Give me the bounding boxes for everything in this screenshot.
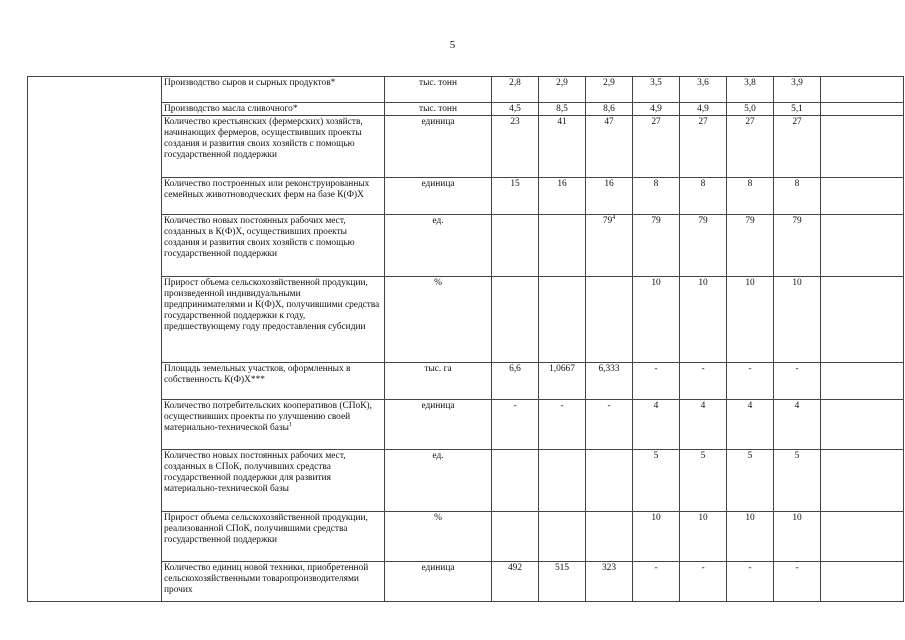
value-cell — [586, 512, 633, 562]
value-cell — [727, 103, 774, 116]
indicator-name: Площадь земельных участков, оформленных в собственность К(Ф)Х*** — [164, 364, 351, 385]
value-cell — [539, 77, 586, 103]
value-cell — [680, 512, 727, 562]
value-cell — [680, 400, 727, 450]
empty-notes-cell — [821, 363, 904, 400]
value-cell — [727, 363, 774, 400]
value-cell — [539, 116, 586, 178]
indicator-name-cell — [162, 178, 385, 215]
value-text: 8,6 — [603, 104, 615, 114]
empty-notes-cell — [821, 77, 904, 103]
value-cell — [633, 512, 680, 562]
value-text: 5 — [794, 451, 800, 461]
value-text: 492 — [507, 563, 523, 573]
value-cell — [774, 215, 821, 277]
indicator-name-cell — [162, 77, 385, 103]
indicator-name-cell — [162, 363, 385, 400]
value-text: - — [795, 364, 799, 374]
value-cell — [727, 116, 774, 178]
value-text: 5 — [653, 451, 659, 461]
value-cell — [539, 512, 586, 562]
indicator-name: Прирост объема сельскохозяйственной продукции, произведенной индивидуальными предпринимателями и К(Ф)Х, получившими средства государственной поддержки к году, предшествующему году предоставления субсидии — [164, 278, 380, 332]
indicator-name: Производство сыров и сырных продуктов* — [164, 78, 336, 88]
value-cell — [727, 215, 774, 277]
value-text: 4,9 — [650, 104, 662, 114]
unit-cell: % — [385, 512, 492, 562]
empty-notes-cell — [821, 562, 904, 602]
value-text: 79 — [602, 216, 613, 226]
value-cell — [774, 103, 821, 116]
value-text: 3,9 — [791, 78, 803, 88]
value-text: 10 — [792, 513, 802, 523]
value-cell — [727, 277, 774, 363]
value-text: 8,5 — [556, 104, 568, 114]
value-cell — [774, 400, 821, 450]
value-cell — [774, 77, 821, 103]
value-cell — [774, 363, 821, 400]
indicator-name: Количество единиц новой техники, приобретенной сельскохозяйственными товаропроизводителями прочих — [164, 563, 369, 595]
value-text: 27 — [745, 117, 755, 127]
value-text: 41 — [557, 117, 567, 127]
value-cell — [774, 116, 821, 178]
unit-cell: тыс. тонн — [385, 77, 492, 103]
value-text: 27 — [651, 117, 661, 127]
value-cell — [586, 450, 633, 512]
indicator-name-cell — [162, 400, 385, 450]
empty-notes-cell — [821, 116, 904, 178]
value-text: 5 — [700, 451, 706, 461]
value-cell — [774, 178, 821, 215]
empty-notes-cell — [821, 277, 904, 363]
value-cell — [774, 450, 821, 512]
value-cell — [633, 178, 680, 215]
value-cell — [727, 562, 774, 602]
unit-cell: тыс. га — [385, 363, 492, 400]
value-cell — [633, 116, 680, 178]
value-text: 10 — [698, 278, 708, 288]
value-cell — [633, 363, 680, 400]
value-text: 3,6 — [697, 78, 709, 88]
indicator-name-cell — [162, 562, 385, 602]
empty-notes-cell — [821, 215, 904, 277]
value-cell — [680, 116, 727, 178]
value-cell — [492, 178, 539, 215]
unit-cell: единица — [385, 562, 492, 602]
value-text: 5 — [747, 451, 753, 461]
empty-notes-cell — [821, 512, 904, 562]
value-text: 515 — [554, 563, 570, 573]
value-cell — [586, 116, 633, 178]
value-cell — [633, 400, 680, 450]
unit-cell: единица — [385, 400, 492, 450]
value-text: - — [560, 401, 564, 411]
value-text: 79 — [745, 216, 755, 226]
indicator-name: Производство масла сливочного* — [164, 104, 298, 114]
value-text: 8 — [747, 179, 753, 189]
value-text: - — [607, 401, 611, 411]
value-text: - — [513, 401, 517, 411]
empty-notes-cell — [821, 450, 904, 512]
indicator-name: Количество новых постоянных рабочих мест, созданных в СПоК, получивших средства государственной поддержки для развития материально-технической базы — [164, 451, 346, 494]
value-cell — [633, 215, 680, 277]
value-text: - — [748, 364, 752, 374]
unit-cell: ед. — [385, 450, 492, 512]
value-text: 2,8 — [509, 78, 521, 88]
merged-first-column-cell — [28, 77, 162, 602]
indicator-name-cell — [162, 512, 385, 562]
value-text: 6,6 — [509, 364, 521, 374]
value-cell — [774, 277, 821, 363]
indicator-name-cell — [162, 215, 385, 277]
value-cell — [633, 77, 680, 103]
value-cell — [492, 562, 539, 602]
value-cell — [539, 363, 586, 400]
indicator-name: Количество новых постоянных рабочих мест, созданных в К(Ф)Х, осуществивших проекты создания и развития своих хозяйств с помощью государственной поддержки — [164, 216, 355, 259]
unit-cell: ед. — [385, 215, 492, 277]
value-text: 79 — [698, 216, 708, 226]
value-cell — [680, 178, 727, 215]
unit-cell: единица — [385, 116, 492, 178]
value-cell — [633, 277, 680, 363]
value-cell — [727, 450, 774, 512]
value-cell — [539, 277, 586, 363]
value-cell — [586, 562, 633, 602]
value-text: 5,0 — [744, 104, 756, 114]
value-text: - — [701, 563, 705, 573]
value-text: 4,5 — [509, 104, 521, 114]
value-text: 4 — [700, 401, 706, 411]
value-text: - — [654, 563, 658, 573]
value-text: - — [795, 563, 799, 573]
indicator-name: Количество крестьянских (фермерских) хозяйств, начинающих фермеров, осуществивших проекты создания и развития своих хозяйств с помощью государственной поддержки — [164, 117, 363, 160]
value-cell — [586, 103, 633, 116]
value-text: 47 — [604, 117, 614, 127]
page-number: 5 — [449, 39, 456, 51]
footnote-marker: 1 — [288, 421, 292, 428]
value-cell — [539, 562, 586, 602]
value-cell — [680, 562, 727, 602]
value-cell — [633, 562, 680, 602]
value-text: 3,8 — [744, 78, 756, 88]
value-cell — [492, 103, 539, 116]
unit-cell: единица — [385, 178, 492, 215]
value-text: - — [654, 364, 658, 374]
value-cell — [586, 77, 633, 103]
indicators-table — [27, 76, 904, 602]
value-cell — [492, 363, 539, 400]
value-cell — [727, 512, 774, 562]
value-text: 10 — [745, 278, 755, 288]
unit-cell: тыс. тонн — [385, 103, 492, 116]
value-text: 8 — [653, 179, 659, 189]
value-text: 10 — [651, 278, 661, 288]
value-text: 1,0667 — [549, 364, 575, 374]
value-text: 15 — [510, 179, 520, 189]
indicator-name-cell — [162, 103, 385, 116]
value-text: 79 — [651, 216, 661, 226]
value-text: 3,5 — [650, 78, 662, 88]
value-text: 10 — [745, 513, 755, 523]
value-text: 2,9 — [556, 78, 568, 88]
value-cell — [586, 178, 633, 215]
value-text: - — [748, 563, 752, 573]
value-text: 23 — [510, 117, 520, 127]
value-text: 8 — [700, 179, 706, 189]
value-text: 4 — [653, 401, 659, 411]
value-text: 5,1 — [791, 104, 803, 114]
value-cell — [680, 77, 727, 103]
value-cell — [586, 215, 633, 277]
footnote-marker: 4 — [612, 214, 616, 221]
value-cell — [586, 400, 633, 450]
empty-notes-cell — [821, 103, 904, 116]
value-text: 4 — [747, 401, 753, 411]
value-text: 4,9 — [697, 104, 709, 114]
value-text: 10 — [651, 513, 661, 523]
value-cell — [492, 77, 539, 103]
value-cell — [586, 277, 633, 363]
value-text: 27 — [792, 117, 802, 127]
value-cell — [539, 215, 586, 277]
value-text: 6,333 — [598, 364, 620, 374]
empty-notes-cell — [821, 400, 904, 450]
value-cell — [492, 400, 539, 450]
value-cell — [727, 178, 774, 215]
value-text: 79 — [792, 216, 802, 226]
value-cell — [586, 363, 633, 400]
value-cell — [774, 512, 821, 562]
value-cell — [492, 277, 539, 363]
value-cell — [539, 450, 586, 512]
value-text: 16 — [604, 179, 614, 189]
value-text: 10 — [698, 513, 708, 523]
value-cell — [680, 363, 727, 400]
value-text: 10 — [792, 278, 802, 288]
unit-cell: % — [385, 277, 492, 363]
indicator-name-cell — [162, 450, 385, 512]
value-cell — [492, 450, 539, 512]
table-row — [28, 77, 904, 103]
value-text: 27 — [698, 117, 708, 127]
indicator-name-cell — [162, 116, 385, 178]
value-cell — [774, 562, 821, 602]
indicator-name-cell — [162, 277, 385, 363]
value-cell — [633, 450, 680, 512]
value-cell — [633, 103, 680, 116]
value-cell — [539, 400, 586, 450]
value-cell — [680, 103, 727, 116]
indicator-name: Прирост объема сельскохозяйственной продукции, реализованной СПоК, получившими средства государственной поддержки — [164, 513, 368, 545]
value-cell — [492, 512, 539, 562]
value-cell — [539, 103, 586, 116]
value-text: 323 — [601, 563, 617, 573]
value-text: 2,9 — [603, 78, 615, 88]
value-text: 4 — [794, 401, 800, 411]
value-text: 8 — [794, 179, 800, 189]
value-cell — [492, 116, 539, 178]
value-text: - — [701, 364, 705, 374]
empty-notes-cell — [821, 178, 904, 215]
value-text: 16 — [557, 179, 567, 189]
value-cell — [680, 277, 727, 363]
indicator-name: Количество построенных или реконструированных семейных животноводческих ферм на базе К(Ф)Х — [164, 179, 370, 200]
value-cell — [727, 400, 774, 450]
value-cell — [680, 215, 727, 277]
value-cell — [539, 178, 586, 215]
indicator-name: Количество потребительских кооперативов (СПоК), осуществивших проекты по улучшению своей материально-технической базы — [164, 401, 372, 433]
value-cell — [492, 215, 539, 277]
value-cell — [680, 450, 727, 512]
value-cell — [727, 77, 774, 103]
